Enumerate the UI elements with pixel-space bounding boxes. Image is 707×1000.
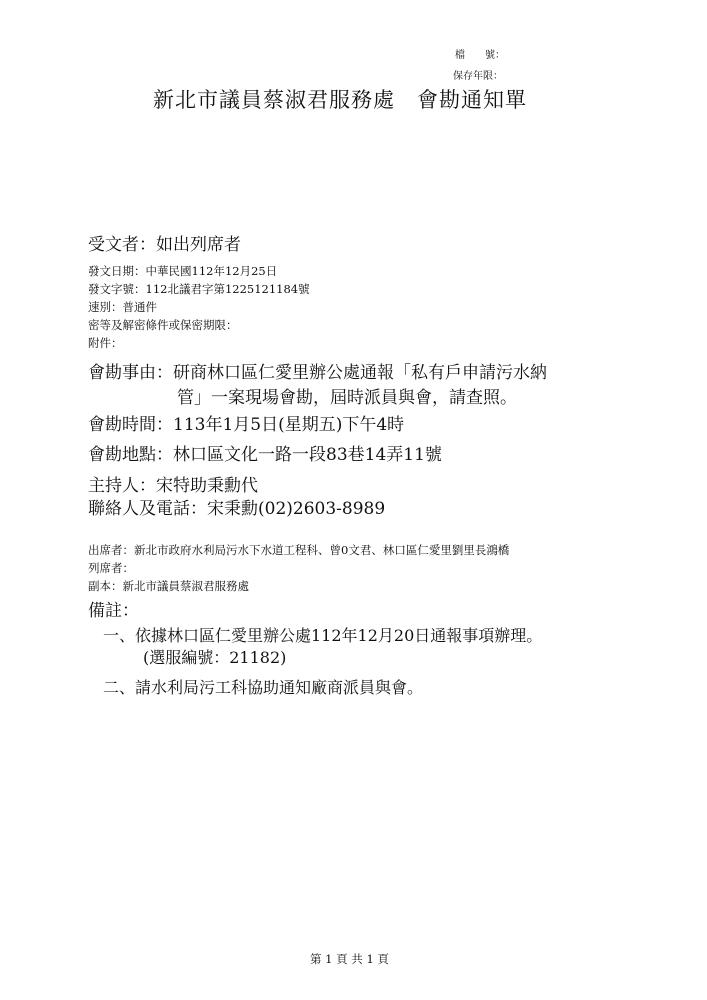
attachment: 附件： xyxy=(88,336,123,350)
issue-number: 發文字號：112北議君字第1225121184號 xyxy=(88,282,310,296)
inspection-subject-line1: 會勘事由：研商林口區仁愛里辦公處通報「私有戶申請污水納 xyxy=(88,363,547,383)
issue-date: 發文日期：中華民國112年12月25日 xyxy=(88,264,278,278)
page-number: 第 1 頁 共 1 頁 xyxy=(310,952,389,966)
distribution-block xyxy=(88,541,509,595)
secrecy-level: 密等及解密條件或保密期限： xyxy=(88,318,238,332)
inspection-subject-line2: 管」一案現場會勘，屆時派員與會，請查照。 xyxy=(177,388,517,408)
inspection-place: 會勘地點：林口區文化一路一段83巷14弄11號 xyxy=(88,445,442,465)
delivery-speed: 速別：普通件 xyxy=(88,300,157,314)
observers: 列席者： xyxy=(88,561,134,575)
recipient: 受文者：如出列席者 xyxy=(88,235,241,255)
note-item-1: 一、依據林口區仁愛里辦公處112年12月20日通報事項辦理。 xyxy=(103,626,543,645)
inspection-time: 會勘時間：113年1月5日(星期五)下午4時 xyxy=(88,415,405,435)
note-item-1-reference: (選服編號：21182) xyxy=(143,648,287,667)
retention-period-label: 保存年限： xyxy=(453,71,503,82)
inspection-host: 主持人：宋特助秉勳代 xyxy=(88,476,258,496)
document-title: 新北市議員蔡淑君服務處 會勘通知單 xyxy=(153,88,527,112)
meta-block xyxy=(88,262,310,352)
inspection-contact: 聯絡人及電話：宋秉勳(02)2603-8989 xyxy=(88,499,386,519)
attendees: 出席者：新北市政府水利局污水下水道工程科、曾0文君、林口區仁愛里劉里長鴻橋 xyxy=(88,543,510,557)
note-item-2: 二、請水利局污工科協助通知廠商派員與會。 xyxy=(103,678,424,697)
notes-heading: 備註： xyxy=(88,601,139,621)
file-number-label: 檔 號： xyxy=(455,50,505,61)
copy-to: 副本：新北市議員蔡淑君服務處 xyxy=(88,579,249,593)
